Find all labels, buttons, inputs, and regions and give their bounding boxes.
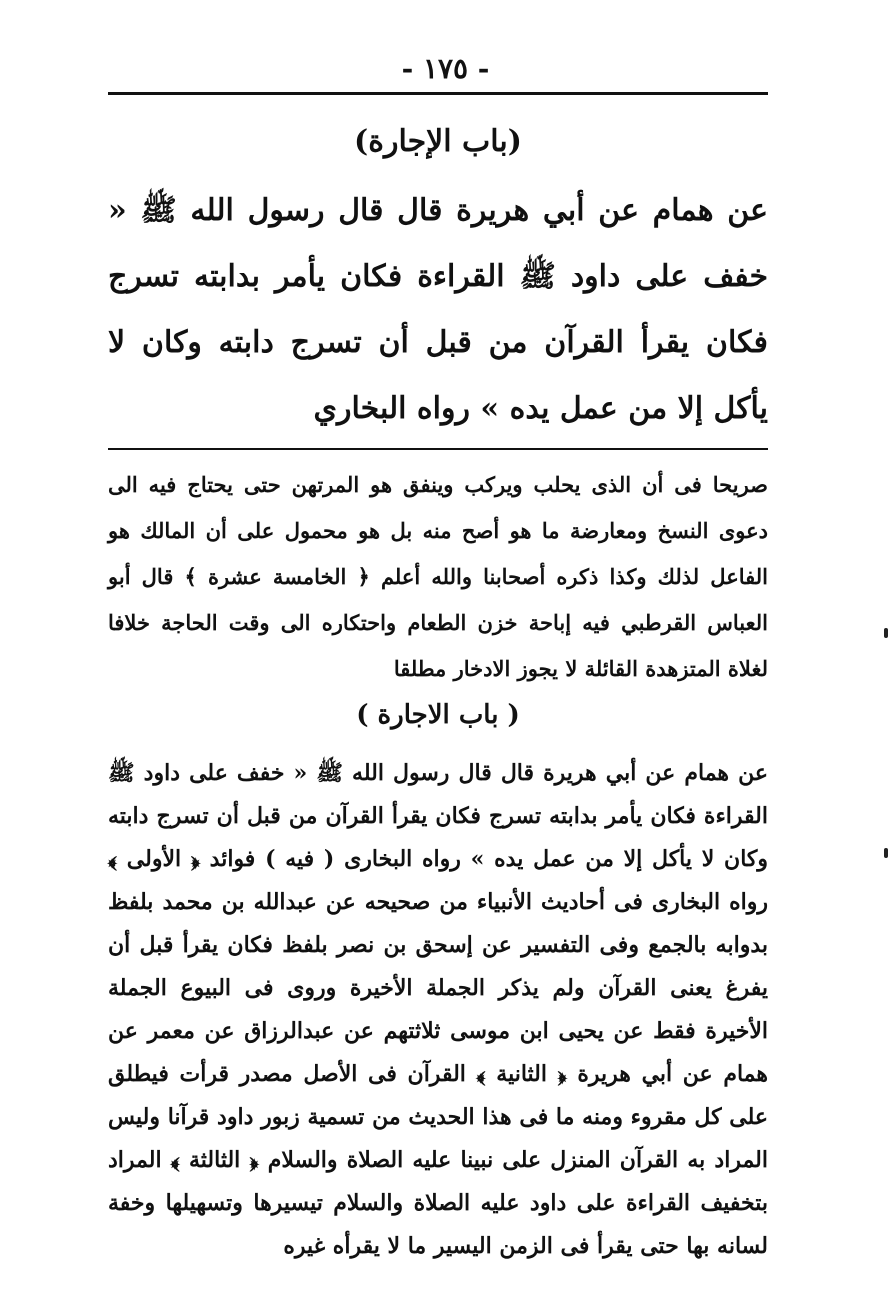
section-rule [108, 448, 768, 450]
hadith-text: عن همام عن أبي هريرة قال قال رسول الله ﷺ « خفف على داود ﷺ القراءة فكان يأمر بدابته تسرج فكان يقرأ القرآن من قبل أن تسرج دابته وكان لا يأكل إلا من عمل يده » رواه البخاري [108, 193, 768, 426]
scan-speck [884, 628, 888, 638]
page-number: - ١٧٥ - [401, 52, 490, 85]
header-rule [108, 92, 768, 95]
commentary-continuation: صريحا فى أن الذى يحلب ويركب وينفق هو المرتهن حتى يحتاج فيه الى دعوى النسخ ومعارضة ما هو أصح منه بل هو محمول على أن المالك هو الفاعل لذلك وكذا ذكره أصحابنا والله أعلم ﴿ الخامسة عشرة ﴾ قال أبو العباس القرطبي فيه إباحة خزن الطعام واحتكاره الى وقت الحاجة خلافا لغلاة المتزهدة القائلة لا يجوز الادخار مطلقا [108, 472, 768, 681]
chapter-heading-main: (باب الإجارة) [354, 124, 522, 159]
commentary-text: عن همام عن أبي هريرة قال قال رسول الله ﷺ « خفف على داود ﷺ القراءة فكان يأمر بدابته تسرج فكان يقرأ القرآن من قبل أن تسرج دابته وكان لا يأكل إلا من عمل يده » رواه البخارى ( فيه ) فوائد ﴿ الأولى ﴾ رواه البخارى فى أحاديث الأنبياء من صحيحه عن عبدالله بن محمد بلفظ بدوابه بالجمع وفى التفسير عن إسحق بن نصر بلفظ فكان يقرأ قبل أن يفرغ يعنى القرآن ولم يذكر الجملة الأخيرة وروى فى البيوع الجملة الأخيرة فقط عن يحيى ابن موسى ثلاثتهم عن عبدالرزاق عن معمر عن همام عن أبي هريرة ﴿ الثانية ﴾ القرآن فى الأصل مصدر قرأت فيطلق على كل مقروء ومنه ما فى هذا الحديث من تسمية زبور داود قرآنا وليس المراد به القرآن المنزل على نبينا عليه الصلاة والسلام ﴿ الثالثة ﴾ المراد بتخفيف القراءة على داود عليه الصلاة والسلام تيسيرها وتسهيلها وخفة لسانه بها حتى يقرأ فى الزمن اليسير ما لا يقرأه غيره [108, 760, 768, 1259]
chapter-heading-commentary: ( باب الاجارة ) [356, 700, 520, 730]
scan-speck [884, 848, 888, 858]
